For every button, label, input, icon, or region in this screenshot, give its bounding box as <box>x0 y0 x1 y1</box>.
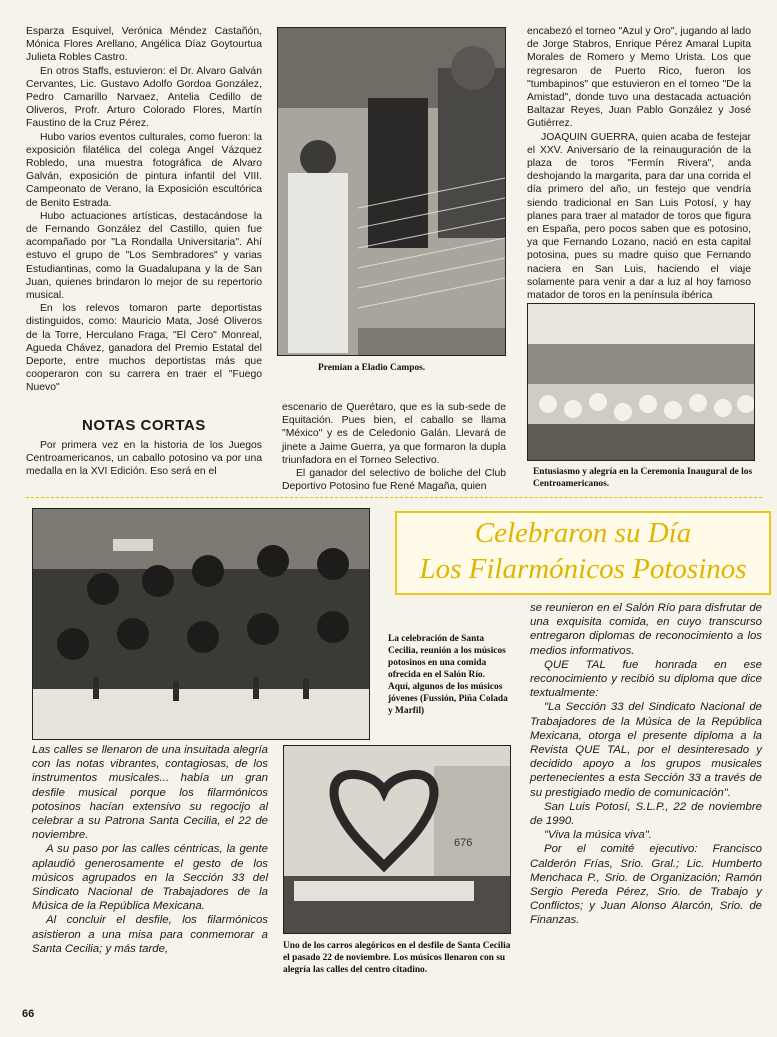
paragraph: JOAQUIN GUERRA, quien acaba de festejar el XXV. Aniversario de la reinauguración de la plaza de toros "Fermín Rivera", anda deshojando la margarita, para dar una corrida el día primero del año, un festejo que vendría siendo tradicional en San Luis Potosí, y hay planes para traer al matador de toros que figura en España, pero pocos saben que es potosino, ya que Fernando Lozano, nació en esta capital potosina, pues su madre quiso que Fernando naciera en San Luis, haciendo el viaje solamente para venir a dar a luz al hoy famoso matador de toros en la península ibérica <box>527 131 751 302</box>
paragraph: QUE TAL fue honrada en ese reconocimiento y recibió su diploma que dice textualmente: <box>530 658 762 700</box>
page-number: 66 <box>22 1008 35 1020</box>
photo-parade-image <box>284 746 510 933</box>
column-2 <box>282 401 506 493</box>
paragraph: En los relevos tomaron parte deportistas distinguidos, como: Mauricio Mata, José Oliveros de la Torre, Herculano Fraga, "El Cero" Monreal, Agueda Chávez, ganadora del Premio Estatal del Deporte, entre muchos deportistas más que cooperaron con su carrera en traer el "Fuego Nuevo" <box>26 303 262 394</box>
paragraph: Esparza Esquivel, Verónica Méndez Castañón, Mónica Flores Arellano, Angélica Díaz Goytourtua Julieta Robles Castro. <box>26 26 262 64</box>
photo-ceremony <box>527 303 755 461</box>
paragraph: Al concluir el desfile, los filarmónicos asistieron a una misa para conmemorar a Santa Cecilia; y más tarde, <box>32 914 268 955</box>
feature-title-line-2: Los Filarmónicos Potosinos <box>419 553 747 585</box>
paragraph: A su paso por las calles céntricas, la gente aplaudió generosamente el gesto de los músicos agrupados en la Sección 33 del Sindicato Nacional de Trabajadores de la Música de la República Mexicana. <box>32 843 268 913</box>
feature-title-box <box>395 511 771 595</box>
sign-number: 676 <box>454 837 473 849</box>
photo-caption: Uno de los carros alegóricos en el desfile de Santa Cecilia el pasado 22 de noviembre. Los músicos llenaron con su alegría las calles del centro citadino. <box>283 941 511 975</box>
feature-left-text <box>32 743 268 956</box>
photo-award <box>277 27 506 356</box>
feature-title-line-1: Celebraron su Día <box>474 517 692 549</box>
photo-caption: La celebración de Santa Cecilia, reunión a los músicos potosinos en una comida ofrecida en el Salón Río. Aquí, algunos de los músicos jóvenes (Fussión, Piña Colada y Marfil) <box>388 634 508 716</box>
photo-parade-float <box>283 745 511 934</box>
photo-award-image <box>278 28 505 355</box>
paragraph: Por el comité ejecutivo: Francisco Calderón Frías, Srio. Gral.; Lic. Humberto Menchaca P., Srio. de Organización; Ramón Sergio Pereda Pérez, Srio. de Trabajo y Conflictos; y Juan Alonso Alarcón, Srio. de Finanzas. <box>530 843 762 927</box>
feature-right-text <box>530 601 762 928</box>
paragraph: escenario de Querétaro, que es la sub-sede de Equitación. Pues bien, el caballo se llama "México" y es de Celedonio Galán. Llevará de jinete a Jaime Guerra, ya que formaron la dupla triunfadora en el Torneo Selectivo. <box>282 402 506 466</box>
paragraph: "Viva la música viva". <box>544 829 652 842</box>
photo-caption: Premian a Eladio Campos. <box>318 363 426 373</box>
photo-caption: Entusiasmo y alegría en la Ceremonia Inaugural de los Centroamericanos. <box>533 467 753 489</box>
paragraph: San Luis Potosí, S.L.P., 22 de noviembre de 1990. <box>530 800 762 828</box>
photo-musicians <box>32 508 370 740</box>
notas-cortas-text <box>26 439 262 479</box>
paragraph: En otros Staffs, estuvieron: el Dr. Alvaro Galván Cervantes, Lic. Gustavo Adolfo Gordoa González, Pedro Camarillo Narvaez, Antelia Cedillo de Oliveros, Profr. Arturo Colorado Flores, Martín Faustino de la Cruz Pérez. <box>26 65 262 130</box>
paragraph: encabezó el torneo "Azul y Oro", jugando al lado de Jorge Stabros, Enrique Pérez Amaral Lupita Morales de Romero y Memo Urista. Los que regresaron de Puerto Rico, fueron los "tumbapinos" que estuvieron en el torneo "De la Amistad", donde tuvo una destacada actuación Baltazar Reyes, Juan Pablo González y José Gutiérrez. <box>527 26 751 130</box>
paragraph: El ganador del selectivo de boliche del Club Deportivo Potosino fue René Magaña, quien <box>282 468 506 493</box>
column-3 <box>527 25 751 302</box>
divider <box>26 497 762 498</box>
photo-musicians-image <box>33 509 369 739</box>
paragraph: Hubo varios eventos culturales, como fueron: la exposición filatélica del colega Angel Vázquez Robledo, una muestra fotográfica de Alvaro Galván, exposición de pintura infantil del VIII. Campeonato de Verano, la Exposición escultórica de Benito Estrada. <box>26 131 262 209</box>
photo-ceremony-image <box>528 304 754 460</box>
paragraph: se reunieron en el Salón Río para disfrutar de una exquisita comida, en cuyo transcurso entregaron diplomas de reconocimiento a los medios informativos. <box>530 602 762 657</box>
section-heading: NOTAS CORTAS <box>82 417 206 434</box>
column-1 <box>26 25 262 395</box>
paragraph: Por primera vez en la historia de los Juegos Centroamericanos, un caballo potosino va por una medalla en la XVI Edición. Eso será en el <box>26 440 262 478</box>
paragraph: Las calles se llenaron de una insuitada alegría con las notas vibrantes, contagiosas, de los instrumentos musicales... había un gran desfile musical porque los filarmónicos potosinos hacían extensivo su regocijo al celebrar a su Patrona Santa Cecilia, el 22 de noviembre. <box>32 744 268 842</box>
paragraph: Hubo actuaciones artísticas, destacándose la de Fernando González del Castillo, quien fue acompañado por "La Rondalla Universitaria". Ahí estuvo el grupo de "Los Sembradores" y varias Estudiantinas, como la Guadalupana y la de San Juan, quienes brindaron lo mejor de su repertorio musical. <box>26 210 262 302</box>
paragraph: "La Sección 33 del Sindicato Nacional de Trabajadores de la Música de la República Mexicana, otorga el presente diploma a la Revista QUE TAL, por el desinteresado y decidido apoyo a los grupos musicales pertenecientes a esta Sección 33 a través de su prestigiado medio de comunicación". <box>530 701 762 799</box>
